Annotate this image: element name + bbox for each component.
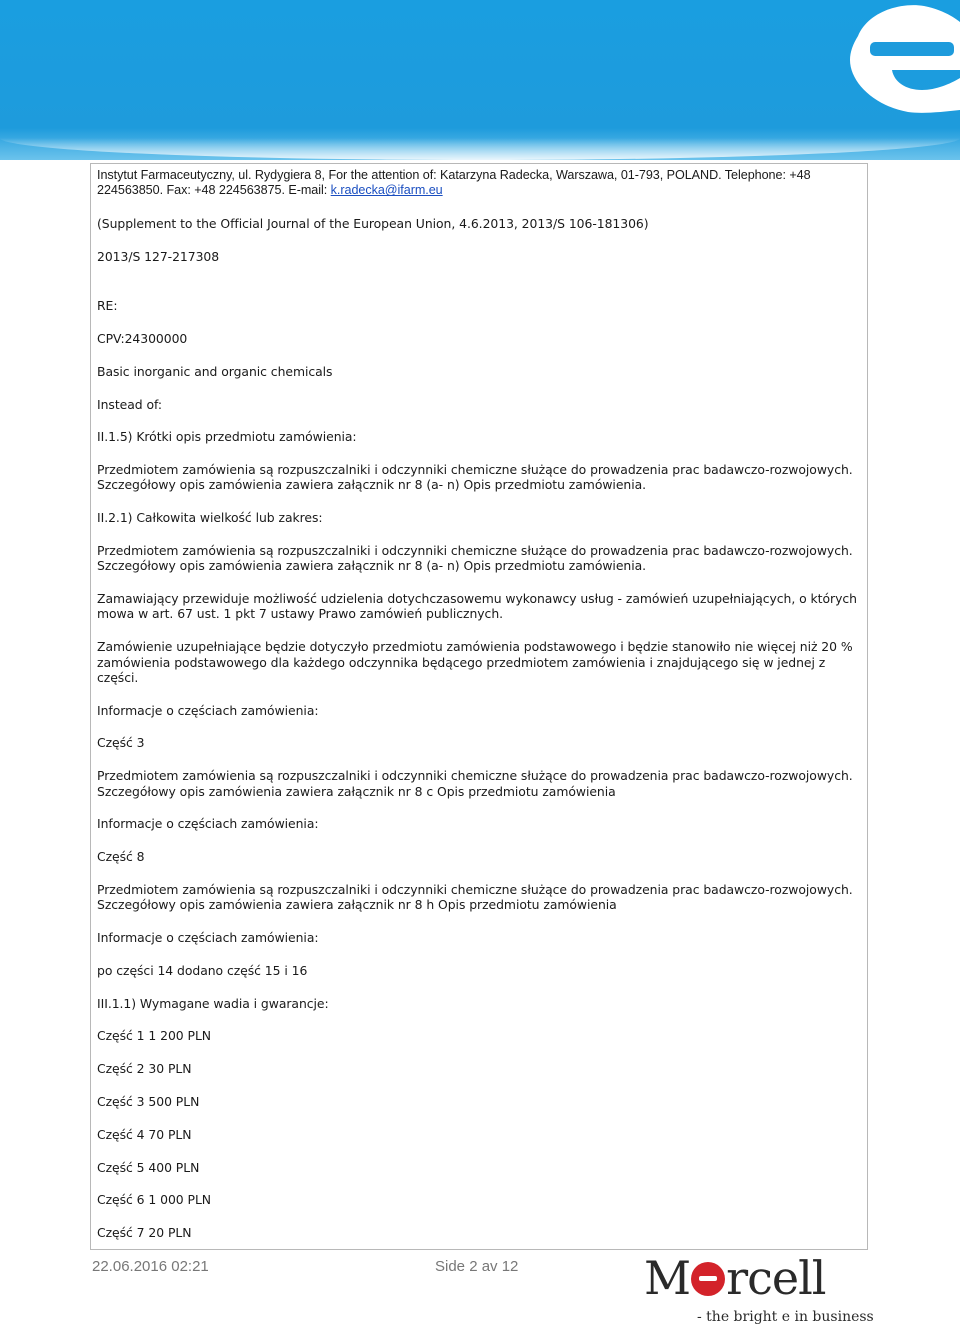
section-heading-ii-1-5: II.1.5) Krótki opis przedmiotu zamówienia:	[97, 429, 357, 445]
deposit-item: Część 2 30 PLN	[97, 1061, 192, 1077]
description-paragraph: Przedmiotem zamówienia są rozpuszczalniki i odczynniki chemiczne służące do prowadzenia prac badawczo-rozwojowych. Szczegółowy opis zamówienia zawiera załącznik nr 8 (a- n) Opis przedmiotu zamówienia.	[97, 462, 853, 493]
parts-added-note: po części 14 dodano część 15 i 16	[97, 962, 308, 978]
contact-email-link[interactable]: k.radecka@ifarm.eu	[330, 183, 443, 198]
part-label: Część 8	[97, 849, 145, 865]
brand-tagline: - the bright e in business	[697, 1309, 874, 1325]
brand-letters-rcell: rcell	[726, 1251, 826, 1305]
banner-fade	[0, 138, 960, 160]
supplementary-order-paragraph: Zamówienie uzupełniające będzie dotyczyło przedmiotu zamówienia podstawowego i będzie stanowiło nie więcej niż 20 % zamówienia podstawowego dla każdego odczynnika będącego przedmiotem zamówienia i znajdującego się w jednej z części.	[97, 639, 853, 685]
brand-e-icon	[691, 1262, 725, 1296]
footer-datetime: 22.06.2016 02:21	[92, 1258, 209, 1275]
contact-text: Instytut Farmaceutyczny, ul. Rydygiera 8, For the attention of: Katarzyna Radecka, Warszawa, 01-793, POLAND. Telephone: +48 224563850. Fax: +48 224563875. E-mail:	[97, 168, 811, 198]
e-logo-icon	[810, 0, 960, 115]
instead-of-label: Instead of:	[97, 396, 162, 412]
part-description: Przedmiotem zamówienia są rozpuszczalniki i odczynniki chemiczne służące do prowadzenia prac badawczo-rozwojowych. Szczegółowy opis zamówienia zawiera załącznik nr 8 h Opis przedmiotu zamówienia	[97, 881, 853, 913]
brand-letter-m: M	[644, 1251, 691, 1305]
parts-info-label: Informacje o częściach zamówienia:	[97, 702, 319, 718]
cpv-description: Basic inorganic and organic chemicals	[97, 363, 333, 379]
section-heading-iii-1-1: III.1.1) Wymagane wadia i gwarancje:	[97, 995, 329, 1011]
section-heading-ii-2-1: II.2.1) Całkowita wielkość lub zakres:	[97, 510, 323, 526]
deposit-item: Część 6 1 000 PLN	[97, 1192, 212, 1208]
deposit-item: Część 4 70 PLN	[97, 1126, 192, 1142]
supplementary-order-paragraph: Zamawiający przewiduje możliwość udzielenia dotychczasowemu wykonawcy usług - zamówień uzupełniających, o których mowa w art. 67 ust. 1 pkt 7 ustawy Prawo zamówień publicznych.	[97, 591, 857, 622]
notice-body	[90, 163, 868, 1249]
parts-info-label: Informacje o częściach zamówienia:	[97, 930, 319, 946]
top-banner	[0, 0, 960, 160]
supplement-reference: (Supplement to the Official Journal of the European Union, 4.6.2013, 2013/S 106-181306)	[97, 216, 649, 232]
footer-divider	[90, 1249, 868, 1250]
parts-info-label: Informacje o częściach zamówienia:	[97, 816, 319, 832]
description-paragraph: Przedmiotem zamówienia są rozpuszczalniki i odczynniki chemiczne służące do prowadzenia prac badawczo-rozwojowych. Szczegółowy opis zamówienia zawiera załącznik nr 8 (a- n) Opis przedmiotu zamówienia.	[97, 543, 853, 574]
contact-paragraph	[97, 168, 861, 199]
part-label: Część 3	[97, 735, 145, 751]
footer-page-number: Side 2 av 12	[435, 1258, 519, 1275]
re-label: RE:	[97, 298, 118, 314]
deposit-item: Część 5 400 PLN	[97, 1159, 200, 1175]
deposit-item: Część 7 20 PLN	[97, 1225, 192, 1241]
deposit-item: Część 3 500 PLN	[97, 1094, 200, 1109]
part-description: Przedmiotem zamówienia są rozpuszczalniki i odczynniki chemiczne służące do prowadzenia prac badawczo-rozwojowych. Szczegółowy opis zamówienia zawiera załącznik nr 8 c Opis przedmiotu zamówienia	[97, 768, 853, 799]
deposit-item: Część 1 1 200 PLN	[97, 1028, 212, 1044]
cpv-code: CPV:24300000	[97, 330, 188, 346]
marcell-logo	[644, 1253, 869, 1303]
notice-reference: 2013/S 127-217308	[97, 248, 220, 264]
